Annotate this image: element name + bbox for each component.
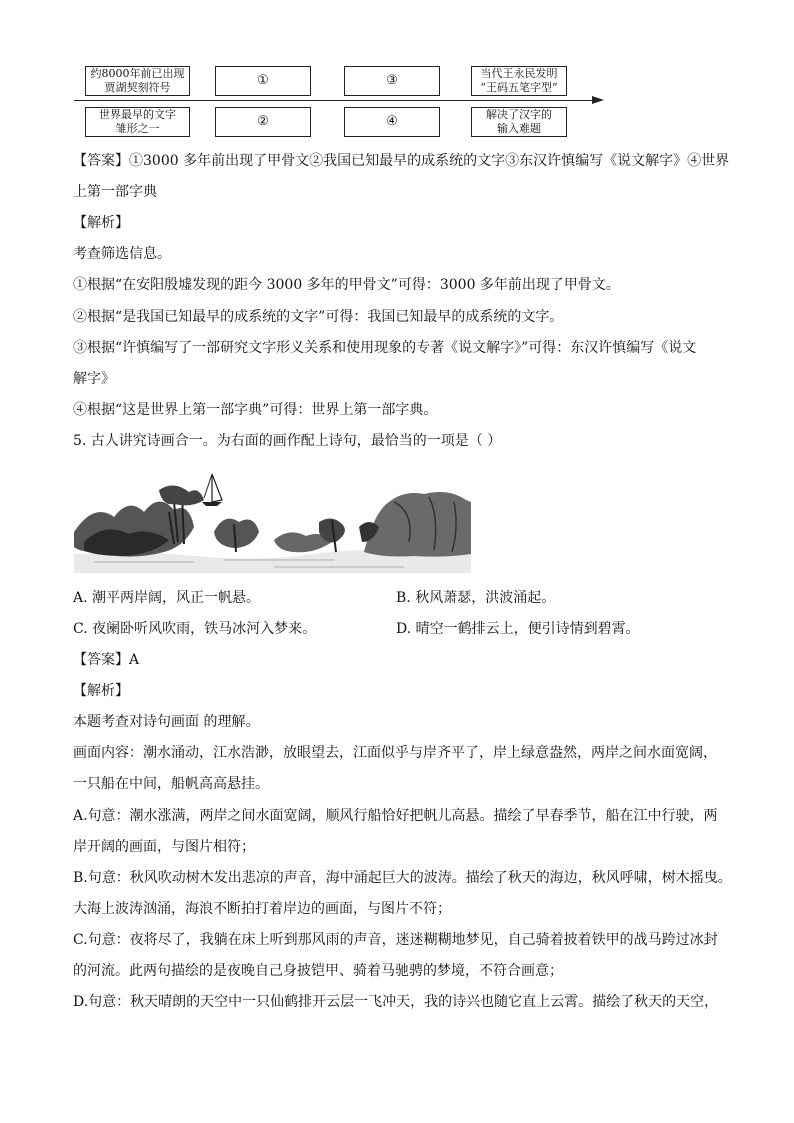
q4-analysis-point-1: ①根据“在安阳殷墟发现的距今 3000 多年的甲骨文”可得：3000 多年前出现了甲骨文。 [73, 277, 620, 293]
q5-option-c: C. 夜阑卧听风吹雨，铁马冰河入梦来。 [73, 621, 317, 637]
q5-option-b: B. 秋风萧瑟，洪波涌起。 [396, 590, 556, 606]
q4-answer-line-1: 【答案】①3000 多年前出现了甲骨文②我国已知最早的成系统的文字③东汉许慎编写《说文解字》④世界 [73, 153, 730, 169]
timeline-box-top-2: ① [215, 66, 311, 96]
q5-analysis-line: C.句意：夜将尽了，我躺在床上听到那风雨的声音，迷迷糊糊地梦见，自己骑着披着铁甲的战马跨过冰封 [73, 932, 718, 948]
timeline-box-top-3: ③ [344, 66, 440, 96]
landscape-painting-image [74, 472, 471, 573]
q4-analysis-label: 【解析】 [73, 215, 129, 231]
q4-answer-line-2: 上第一部字典 [73, 184, 157, 200]
timeline-box-top-4: 当代王永民发明 “王码五笔字型” [471, 66, 567, 96]
q5-analysis-line: D.句意：秋天晴朗的天空中一只仙鹤排开云层一飞冲天，我的诗兴也随它直上云霄。描绘了秋天的天空， [73, 994, 719, 1010]
q5-answer: 【答案】A [73, 652, 140, 668]
q5-analysis-line: 的河流。此两句描绘的是夜晚自己身披铠甲、骑着马驰骋的梦境，不符合画意； [73, 963, 563, 979]
q4-analysis-point-3-line-2: 解字》 [73, 371, 115, 387]
timeline-box-bottom-4: 解决了汉字的 输入难题 [471, 107, 567, 137]
timeline-box-bottom-3: ④ [344, 107, 440, 137]
timeline-box-bottom-2: ② [215, 107, 311, 137]
q5-option-a: A. 潮平两岸阔，风正一帆悬。 [73, 590, 261, 606]
q4-analysis-intro: 考查筛选信息。 [73, 246, 171, 262]
q5-option-d: D. 晴空一鹤排云上，便引诗情到碧霄。 [396, 621, 640, 637]
q5-analysis-line: A.句意：潮水涨满，两岸之间水面宽阔，顺风行船恰好把帆儿高悬。描绘了早春季节，船在江中行驶，两 [73, 808, 718, 824]
q5-analysis-label: 【解析】 [73, 683, 129, 699]
q4-analysis-point-3-line-1: ③根据“许慎编写了一部研究文字形义关系和使用现象的专著《说文解字》”可得：东汉许慎编写《说文 [73, 340, 697, 356]
q5-analysis-line: 画面内容：潮水涌动，江水浩渺，放眼望去，江面似乎与岸齐平了，岸上绿意盎然，两岸之间水面宽阔， [73, 745, 717, 761]
timeline-box-bottom-1: 世界最早的文字 雏形之一 [85, 107, 190, 137]
q4-analysis-point-2: ②根据“是我国已知最早的成系统的文字”可得：我国已知最早的成系统的文字。 [73, 309, 564, 325]
timeline-axis [74, 100, 594, 101]
timeline-box-top-1: 约8000年前已出现 贾湖契刻符号 [85, 66, 190, 96]
q5-analysis-line: 本题考查对诗句画面 的理解。 [73, 714, 260, 730]
q5-analysis-line: B.句意：秋风吹动树木发出悲凉的声音，海中涌起巨大的波涛。描绘了秋天的海边，秋风呼啸，树木摇曳。 [73, 870, 732, 886]
q5-analysis-line: 一只船在中间，船帆高高悬挂。 [73, 776, 269, 792]
timeline-arrow-head [592, 96, 604, 104]
q5-analysis-line: 岸开阔的画面，与图片相符； [73, 839, 255, 855]
q5-analysis-line: 大海上波涛汹涌，海浪不断拍打着岸边的画面，与图片不符； [73, 901, 451, 917]
q5-stem: 5. 古人讲究诗画合一。为右面的画作配上诗句，最恰当的一项是（ ） [73, 433, 502, 449]
q4-analysis-point-4: ④根据“这是世界上第一部字典”可得：世界上第一部字典。 [73, 402, 438, 418]
